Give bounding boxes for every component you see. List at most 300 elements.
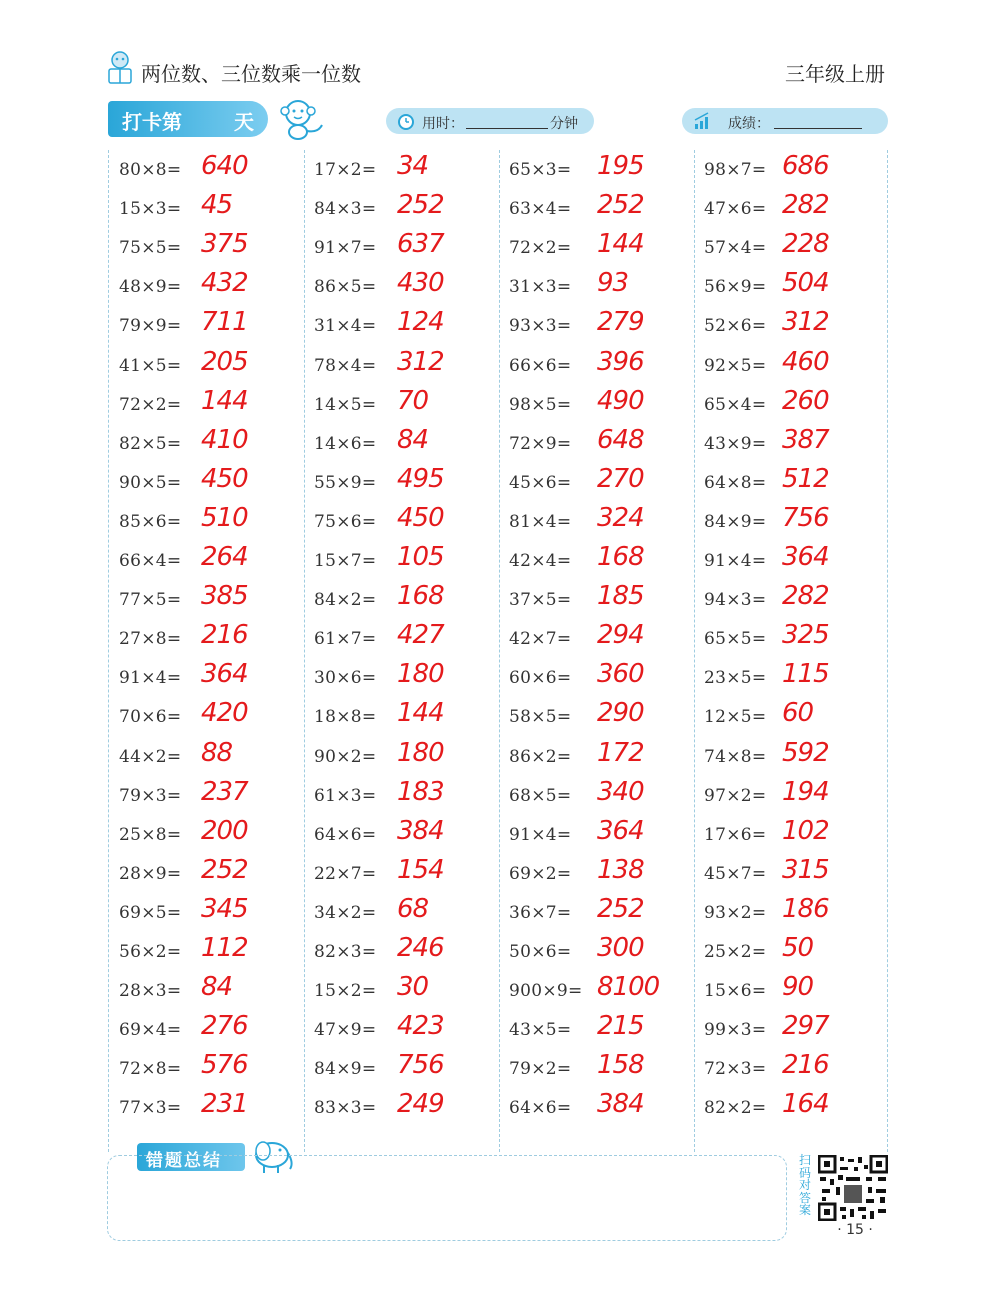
handwritten-answer[interactable]: 168 [397, 581, 444, 612]
handwritten-answer[interactable]: 315 [782, 854, 829, 885]
problem-row [304, 230, 499, 269]
problem-row [499, 269, 694, 308]
handwritten-answer[interactable]: 180 [397, 659, 444, 690]
problem-expression: 97×2= [704, 785, 767, 806]
problem-expression: 84×3= [314, 199, 377, 220]
problem-row [499, 504, 694, 543]
problem-row [499, 1051, 694, 1090]
problem-row [304, 895, 499, 934]
problem-row [499, 817, 694, 856]
problem-expression: 65×5= [704, 629, 767, 650]
problem-row [499, 699, 694, 738]
problem-expression: 64×8= [704, 472, 767, 493]
handwritten-answer[interactable]: 324 [597, 502, 644, 533]
problem-expression: 91×4= [509, 824, 572, 845]
problem-expression: 12×5= [704, 707, 767, 728]
alarm-clock-icon [396, 111, 416, 131]
problem-expression: 15×6= [704, 981, 767, 1002]
problem-expression: 65×3= [509, 160, 572, 180]
problem-expression: 17×6= [704, 824, 767, 845]
problem-expression: 66×4= [119, 551, 182, 571]
problem-expression: 25×2= [704, 942, 767, 962]
problem-row [694, 152, 889, 191]
problem-expression: 36×7= [509, 902, 572, 923]
problem-row [499, 191, 694, 230]
problem-expression: 72×2= [509, 238, 572, 259]
problem-row [109, 934, 304, 973]
problem-expression: 23×5= [704, 668, 767, 689]
problem-row [304, 191, 499, 230]
problem-row [109, 152, 304, 191]
problem-expression: 42×4= [509, 551, 572, 571]
problem-expression: 68×5= [509, 785, 572, 806]
problem-column-1 [109, 150, 304, 1152]
problem-row [499, 934, 694, 973]
time-blank[interactable] [466, 128, 548, 129]
problem-row [109, 269, 304, 308]
problem-expression: 41×5= [119, 355, 182, 376]
handwritten-answer[interactable]: 246 [397, 933, 444, 963]
handwritten-answer[interactable]: 264 [201, 542, 248, 572]
problem-row [694, 1012, 889, 1051]
problem-row [499, 1012, 694, 1051]
handwritten-answer[interactable]: 312 [397, 346, 444, 377]
problem-expression: 92×5= [704, 355, 767, 376]
handwritten-answer[interactable]: 410 [201, 424, 248, 455]
problem-row [499, 582, 694, 621]
problem-expression: 900×9= [509, 981, 583, 1002]
problem-expression: 91×4= [704, 551, 767, 571]
problem-expression: 22×7= [314, 863, 377, 884]
handwritten-answer[interactable]: 495 [397, 463, 444, 494]
problem-expression: 70×6= [119, 707, 182, 728]
qr-caption: 扫码对答案 [799, 1153, 812, 1217]
handwritten-answer[interactable]: 364 [597, 815, 644, 846]
problem-row [109, 348, 304, 387]
page-header [105, 50, 895, 94]
handwritten-answer[interactable]: 756 [782, 502, 829, 533]
problem-row [694, 387, 889, 426]
problem-expression: 28×9= [119, 863, 182, 884]
handwritten-answer[interactable]: 231 [201, 1089, 248, 1120]
problem-expression: 86×2= [509, 746, 572, 767]
handwritten-answer[interactable]: 375 [201, 229, 248, 260]
mistake-summary-box[interactable] [107, 1155, 787, 1241]
handwritten-answer[interactable]: 228 [782, 229, 829, 260]
problem-row [109, 895, 304, 934]
problem-expression: 83×3= [314, 1098, 377, 1119]
problem-expression: 69×2= [509, 863, 572, 884]
problem-expression: 14×6= [314, 433, 377, 454]
handwritten-answer[interactable]: 385 [201, 581, 248, 612]
handwritten-answer[interactable]: 360 [597, 659, 644, 690]
problem-row [499, 543, 694, 582]
handwritten-answer[interactable]: 396 [597, 346, 644, 377]
problem-expression: 99×3= [704, 1020, 767, 1041]
problem-expression: 17×2= [314, 160, 377, 180]
handwritten-answer[interactable]: 756 [397, 1050, 444, 1081]
handwritten-answer[interactable]: 279 [597, 307, 644, 338]
problem-row [304, 1051, 499, 1090]
problem-expression: 56×9= [704, 277, 767, 298]
handwritten-answer[interactable]: 45 [201, 190, 233, 221]
problem-expression: 78×4= [314, 355, 377, 376]
problem-expression: 50×6= [509, 942, 572, 962]
book-mascot-icon [105, 50, 135, 86]
handwritten-answer[interactable]: 168 [597, 542, 644, 572]
problem-expression: 72×9= [509, 433, 572, 454]
handwritten-answer[interactable]: 423 [397, 1011, 444, 1042]
mistake-summary-label: 错题总结 [137, 1143, 245, 1171]
problem-expression: 69×4= [119, 1020, 182, 1041]
problem-expression: 98×7= [704, 160, 767, 180]
handwritten-answer[interactable]: 384 [397, 815, 444, 846]
problem-row [109, 739, 304, 778]
problem-row [304, 426, 499, 465]
grade-label: 三年级上册 [785, 62, 885, 86]
handwritten-answer[interactable]: 164 [782, 1089, 829, 1120]
handwritten-answer[interactable]: 364 [782, 542, 829, 572]
problem-row [109, 660, 304, 699]
handwritten-answer[interactable]: 450 [397, 502, 444, 533]
handwritten-answer[interactable]: 430 [397, 268, 444, 299]
problem-row [499, 465, 694, 504]
problem-column-4 [694, 150, 889, 1152]
problem-expression: 66×6= [509, 355, 572, 376]
problem-expression: 55×9= [314, 472, 377, 493]
handwritten-answer[interactable]: 50 [782, 933, 814, 963]
topic-title: 两位数、三位数乘一位数 [141, 62, 361, 86]
problem-row [694, 1090, 889, 1129]
problem-row [304, 1090, 499, 1129]
problem-expression: 48×9= [119, 277, 182, 298]
problem-row [304, 543, 499, 582]
problem-row [109, 817, 304, 856]
problem-row [499, 348, 694, 387]
problem-row [694, 699, 889, 738]
problem-expression: 47×6= [704, 199, 767, 220]
problem-row [109, 1012, 304, 1051]
page-number: · 15 · [837, 1222, 873, 1238]
handwritten-answer[interactable]: 84 [201, 972, 233, 1003]
problem-row [694, 856, 889, 895]
handwritten-answer[interactable]: 144 [201, 385, 248, 416]
problem-row [499, 660, 694, 699]
handwritten-answer[interactable]: 297 [782, 1011, 829, 1042]
handwritten-answer[interactable]: 124 [397, 307, 444, 338]
problem-row [304, 1012, 499, 1051]
problem-row [694, 426, 889, 465]
handwritten-answer[interactable]: 686 [782, 151, 829, 181]
problem-expression: 79×9= [119, 316, 182, 337]
problem-row [304, 348, 499, 387]
problem-expression: 57×4= [704, 238, 767, 259]
problem-row [304, 973, 499, 1012]
score-field[interactable] [682, 108, 888, 134]
problem-row [694, 1051, 889, 1090]
problem-row [499, 856, 694, 895]
problem-expression: 84×9= [704, 511, 767, 532]
problem-row [109, 308, 304, 347]
handwritten-answer[interactable]: 216 [782, 1050, 829, 1081]
handwritten-answer[interactable]: 68 [397, 893, 429, 924]
problem-row [694, 465, 889, 504]
problem-grid [108, 150, 888, 1152]
handwritten-answer[interactable]: 648 [597, 424, 644, 455]
problem-expression: 98×5= [509, 394, 572, 415]
problem-row [304, 152, 499, 191]
problem-row [694, 543, 889, 582]
problem-expression: 65×4= [704, 394, 767, 415]
handwritten-answer[interactable]: 427 [397, 620, 444, 651]
handwritten-answer[interactable]: 70 [397, 385, 429, 416]
problem-row [694, 934, 889, 973]
problem-column-2 [304, 150, 499, 1152]
handwritten-answer[interactable]: 186 [782, 893, 829, 924]
handwritten-answer[interactable]: 252 [201, 854, 248, 885]
problem-row [499, 426, 694, 465]
handwritten-answer[interactable]: 180 [397, 737, 444, 768]
problem-expression: 91×4= [119, 668, 182, 689]
handwritten-answer[interactable]: 340 [597, 776, 644, 807]
monkey-mascot-icon [272, 97, 328, 141]
handwritten-answer[interactable]: 387 [782, 424, 829, 455]
problem-row [304, 504, 499, 543]
problem-expression: 42×7= [509, 629, 572, 650]
handwritten-answer[interactable]: 237 [201, 776, 248, 807]
problem-row [109, 426, 304, 465]
handwritten-answer[interactable]: 432 [201, 268, 248, 299]
problem-expression: 31×4= [314, 316, 377, 337]
handwritten-answer[interactable]: 312 [782, 307, 829, 338]
problem-expression: 27×8= [119, 629, 182, 650]
handwritten-answer[interactable]: 276 [201, 1011, 248, 1042]
problem-expression: 90×2= [314, 746, 377, 767]
problem-row [499, 230, 694, 269]
problem-row [694, 582, 889, 621]
handwritten-answer[interactable]: 112 [201, 933, 248, 963]
problem-expression: 77×3= [119, 1098, 182, 1119]
problem-row [109, 230, 304, 269]
time-field[interactable] [386, 108, 594, 134]
handwritten-answer[interactable]: 144 [597, 229, 644, 260]
handwritten-answer[interactable]: 8100 [597, 972, 660, 1003]
score-label: 成绩： [728, 116, 770, 132]
score-blank[interactable] [774, 128, 862, 129]
handwritten-answer[interactable]: 325 [782, 620, 829, 651]
problem-row [109, 543, 304, 582]
handwritten-answer[interactable]: 260 [782, 385, 829, 416]
problem-expression: 82×2= [704, 1098, 767, 1119]
handwritten-answer[interactable]: 183 [397, 776, 444, 807]
handwritten-answer[interactable]: 252 [597, 190, 644, 221]
problem-row [109, 699, 304, 738]
problem-row [694, 739, 889, 778]
problem-row [304, 582, 499, 621]
problem-expression: 60×6= [509, 668, 572, 689]
problem-row [109, 504, 304, 543]
handwritten-answer[interactable]: 172 [597, 737, 644, 768]
handwritten-answer[interactable]: 576 [201, 1050, 248, 1081]
handwritten-answer[interactable]: 84 [397, 424, 429, 455]
problem-expression: 61×3= [314, 785, 377, 806]
problem-expression: 79×2= [509, 1059, 572, 1080]
problem-expression: 82×3= [314, 942, 377, 962]
handwritten-answer[interactable]: 384 [597, 1089, 644, 1120]
handwritten-answer[interactable]: 282 [782, 581, 829, 612]
handwritten-answer[interactable]: 270 [597, 463, 644, 494]
problem-row [499, 739, 694, 778]
problem-row [109, 621, 304, 660]
problem-row [694, 504, 889, 543]
problem-row [109, 856, 304, 895]
handwritten-answer[interactable]: 195 [597, 151, 644, 181]
problem-expression: 64×6= [314, 824, 377, 845]
problem-expression: 56×2= [119, 942, 182, 962]
problem-expression: 64×6= [509, 1098, 572, 1119]
problem-expression: 93×3= [509, 316, 572, 337]
problem-expression: 28×3= [119, 981, 182, 1002]
handwritten-answer[interactable]: 249 [397, 1089, 444, 1120]
handwritten-answer[interactable]: 252 [597, 893, 644, 924]
problem-row [694, 895, 889, 934]
problem-expression: 81×4= [509, 511, 572, 532]
handwritten-answer[interactable]: 290 [597, 698, 644, 729]
problem-expression: 34×2= [314, 902, 377, 923]
handwritten-answer[interactable]: 144 [397, 698, 444, 729]
problem-row [499, 152, 694, 191]
problem-expression: 75×5= [119, 238, 182, 259]
handwritten-answer[interactable]: 90 [782, 972, 814, 1003]
problem-expression: 63×4= [509, 199, 572, 220]
handwritten-answer[interactable]: 154 [397, 854, 444, 885]
problem-row [304, 739, 499, 778]
problem-expression: 30×6= [314, 668, 377, 689]
problem-row [304, 856, 499, 895]
problem-row [109, 387, 304, 426]
checkin-label-start: 打卡第 [122, 110, 182, 134]
checkin-label-end: 天 [234, 110, 254, 134]
handwritten-answer[interactable]: 105 [397, 542, 444, 572]
problem-row [694, 348, 889, 387]
problem-expression: 90×5= [119, 472, 182, 493]
problem-expression: 82×5= [119, 433, 182, 454]
problem-row [109, 778, 304, 817]
handwritten-answer[interactable]: 60 [782, 698, 814, 729]
handwritten-answer[interactable]: 102 [782, 815, 829, 846]
problem-expression: 61×7= [314, 629, 377, 650]
handwritten-answer[interactable]: 640 [201, 151, 248, 181]
problem-row [694, 660, 889, 699]
problem-row [694, 308, 889, 347]
handwritten-answer[interactable]: 194 [782, 776, 829, 807]
handwritten-answer[interactable]: 158 [597, 1050, 644, 1081]
problem-expression: 25×8= [119, 824, 182, 845]
handwritten-answer[interactable]: 364 [201, 659, 248, 690]
problem-row [694, 191, 889, 230]
problem-row [109, 582, 304, 621]
problem-expression: 94×3= [704, 590, 767, 611]
handwritten-answer[interactable]: 510 [201, 502, 248, 533]
handwritten-answer[interactable]: 504 [782, 268, 829, 299]
handwritten-answer[interactable]: 592 [782, 737, 829, 768]
handwritten-answer[interactable]: 93 [597, 268, 629, 299]
handwritten-answer[interactable]: 34 [397, 151, 429, 181]
problem-expression: 14×5= [314, 394, 377, 415]
qr-code-icon[interactable] [818, 1155, 888, 1221]
handwritten-answer[interactable]: 450 [201, 463, 248, 494]
problem-row [499, 387, 694, 426]
handwritten-answer[interactable]: 345 [201, 893, 248, 924]
problem-expression: 45×7= [704, 863, 767, 884]
problem-row [694, 973, 889, 1012]
problem-row [304, 778, 499, 817]
problem-expression: 72×3= [704, 1059, 767, 1080]
problem-expression: 72×8= [119, 1059, 182, 1080]
handwritten-answer[interactable]: 215 [597, 1011, 644, 1042]
problem-expression: 45×6= [509, 472, 572, 493]
handwritten-answer[interactable]: 711 [201, 307, 248, 338]
handwritten-answer[interactable]: 637 [397, 229, 444, 260]
growth-chart-icon [692, 111, 714, 131]
problem-row [109, 973, 304, 1012]
problem-expression: 74×8= [704, 746, 767, 767]
handwritten-answer[interactable]: 205 [201, 346, 248, 377]
handwritten-answer[interactable]: 185 [597, 581, 644, 612]
problem-row [499, 778, 694, 817]
handwritten-answer[interactable]: 216 [201, 620, 248, 651]
handwritten-answer[interactable]: 282 [782, 190, 829, 221]
handwritten-answer[interactable]: 300 [597, 933, 644, 963]
handwritten-answer[interactable]: 115 [782, 659, 829, 690]
problem-expression: 31×3= [509, 277, 572, 298]
problem-expression: 15×2= [314, 981, 377, 1002]
time-unit: 分钟 [550, 116, 578, 132]
problem-row [109, 1090, 304, 1129]
handwritten-answer[interactable]: 420 [201, 698, 248, 729]
problem-row [694, 778, 889, 817]
handwritten-answer[interactable]: 88 [201, 737, 233, 768]
problem-row [499, 973, 694, 1012]
handwritten-answer[interactable]: 294 [597, 620, 644, 651]
problem-expression: 75×6= [314, 511, 377, 532]
problem-row [694, 230, 889, 269]
problem-expression: 18×8= [314, 707, 377, 728]
problem-row [304, 269, 499, 308]
problem-row [109, 191, 304, 230]
problem-expression: 37×5= [509, 590, 572, 611]
problem-row [499, 308, 694, 347]
problem-row [694, 621, 889, 660]
problem-row [109, 1051, 304, 1090]
problem-expression: 69×5= [119, 902, 182, 923]
handwritten-answer[interactable]: 460 [782, 346, 829, 377]
problem-expression: 85×6= [119, 511, 182, 532]
problem-row [304, 465, 499, 504]
handwritten-answer[interactable]: 252 [397, 190, 444, 221]
handwritten-answer[interactable]: 138 [597, 854, 644, 885]
problem-row [304, 621, 499, 660]
problem-expression: 58×5= [509, 707, 572, 728]
problem-expression: 84×9= [314, 1059, 377, 1080]
problem-row [499, 621, 694, 660]
problem-expression: 93×2= [704, 902, 767, 923]
problem-expression: 86×5= [314, 277, 377, 298]
handwritten-answer[interactable]: 490 [597, 385, 644, 416]
handwritten-answer[interactable]: 200 [201, 815, 248, 846]
handwritten-answer[interactable]: 512 [782, 463, 829, 494]
handwritten-answer[interactable]: 30 [397, 972, 429, 1003]
